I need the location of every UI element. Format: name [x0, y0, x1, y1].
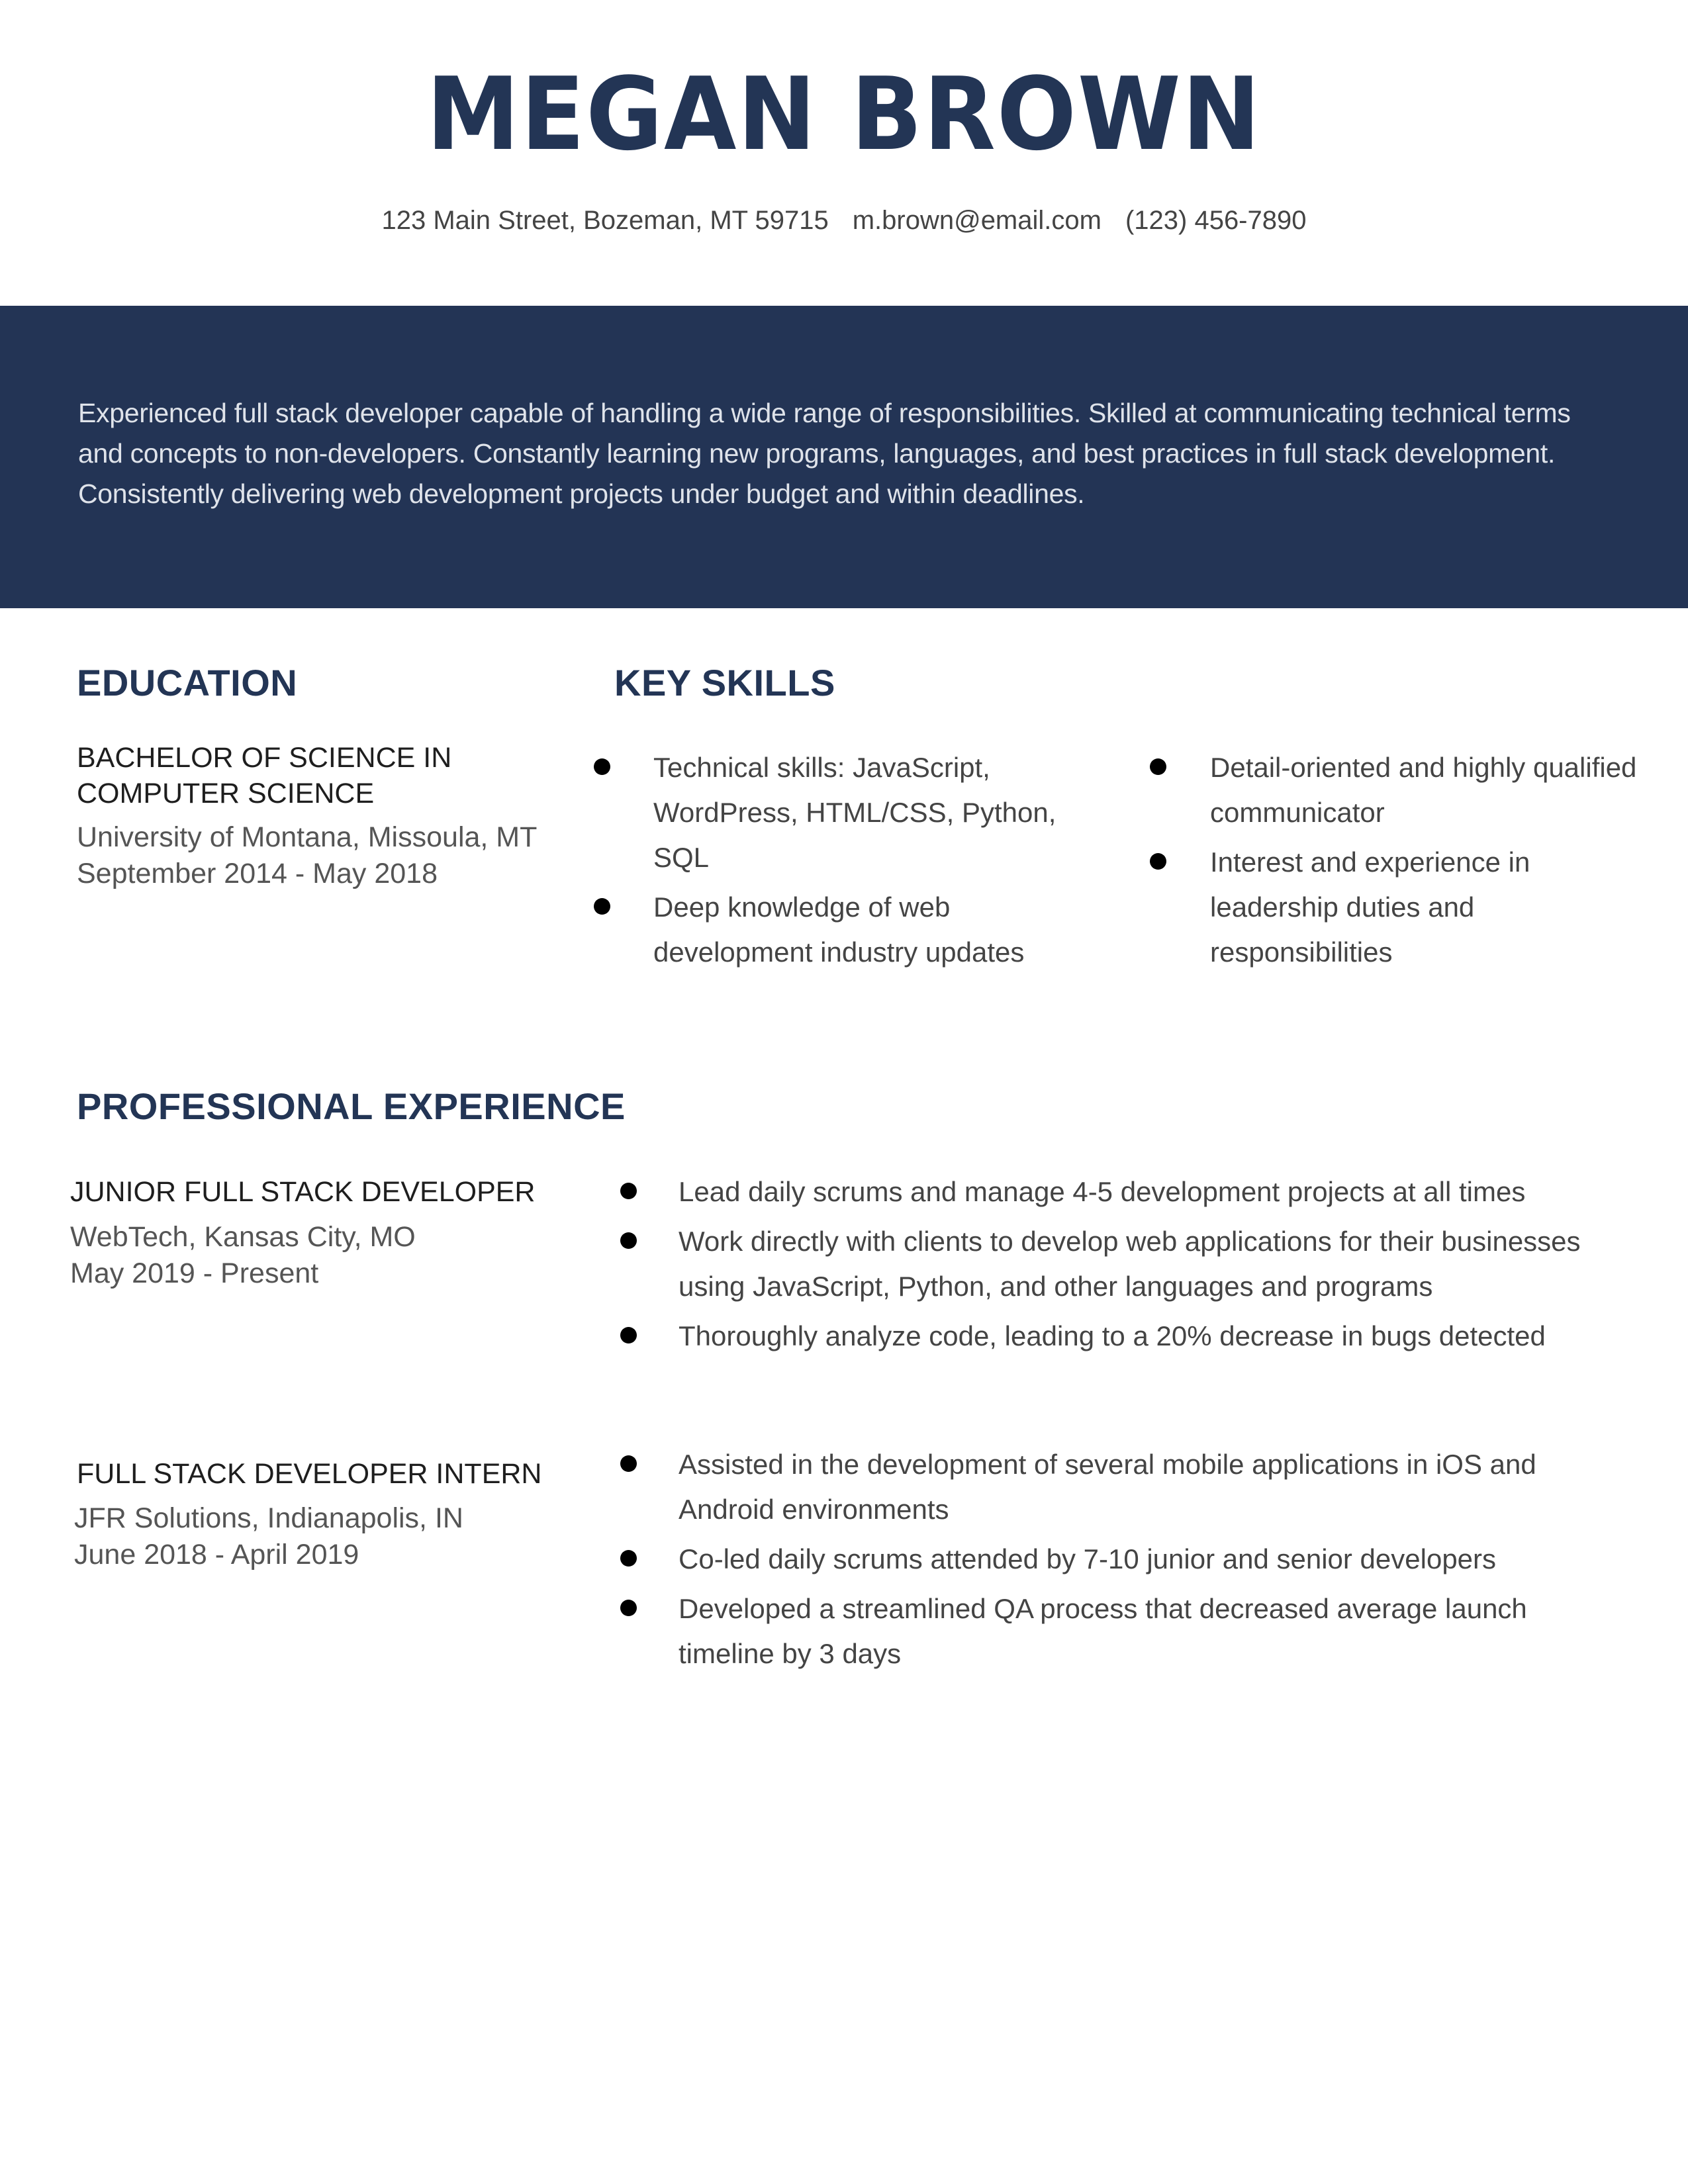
job-bullet-text: Developed a streamlined QA process that decreased average launch timeline by 3 days: [679, 1593, 1527, 1669]
contact-email[interactable]: m.brown@email.com: [852, 206, 1102, 235]
bullet-icon: [594, 898, 610, 915]
skill-item: [1210, 745, 1640, 835]
job-bullet: [679, 1219, 1618, 1309]
bullet-icon: [620, 1455, 637, 1472]
job-title: JUNIOR FULL STACK DEVELOPER: [70, 1176, 536, 1208]
job-bullet: [679, 1537, 1605, 1582]
education-dates: September 2014 - May 2018: [77, 858, 438, 889]
skills-heading: KEY SKILLS: [614, 662, 835, 704]
bullet-icon: [620, 1327, 637, 1343]
skill-text: Detail-oriented and highly qualified communicator: [1210, 752, 1637, 828]
job-bullet-text: Assisted in the development of several mobile applications in iOS and Android environments: [679, 1449, 1536, 1525]
skill-item: [1210, 840, 1640, 975]
job-bullet-text: Thoroughly analyze code, leading to a 20% decrease in bugs detected: [679, 1320, 1546, 1351]
job-bullet: [679, 1442, 1605, 1532]
education-heading: EDUCATION: [77, 662, 298, 704]
job-company: JFR Solutions, Indianapolis, IN: [74, 1502, 463, 1534]
bullet-icon: [620, 1600, 637, 1616]
bullet-icon: [620, 1183, 637, 1199]
job-bullet: [679, 1586, 1605, 1676]
job-company: WebTech, Kansas City, MO: [70, 1221, 416, 1253]
job-bullet: [679, 1169, 1618, 1214]
education-school: University of Montana, Missoula, MT: [77, 821, 538, 853]
contact-phone: (123) 456-7890: [1125, 206, 1307, 235]
job-bullet-text: Co-led daily scrums attended by 7-10 junior and senior developers: [679, 1543, 1497, 1574]
skills-list-left: [653, 745, 1077, 979]
bullet-icon: [620, 1232, 637, 1249]
skill-item: [653, 745, 1077, 880]
job-bullet-text: Work directly with clients to develop web applications for their businesses using JavaScript, Python, and other languages and programs: [679, 1226, 1581, 1302]
bullet-icon: [1150, 758, 1166, 775]
skill-text: Interest and experience in leadership duties and responsibilities: [1210, 846, 1530, 968]
job-title: FULL STACK DEVELOPER INTERN: [77, 1458, 542, 1490]
bullet-icon: [1150, 853, 1166, 870]
job-dates: June 2018 - April 2019: [74, 1539, 359, 1570]
summary-text: Experienced full stack developer capable of handling a wide range of responsibilities. Skilled at communicating technical terms and concepts to non-developers. Constantly learning new programs, languages, and best practices in full stack development. Consistently delivering web development projects under budget and within deadlines.: [78, 398, 1571, 509]
skill-text: Deep knowledge of web development industry updates: [653, 891, 1025, 968]
job-bullets: [679, 1169, 1618, 1363]
experience-heading: PROFESSIONAL EXPERIENCE: [77, 1085, 626, 1127]
job-bullets: [679, 1442, 1605, 1681]
job-dates: May 2019 - Present: [70, 1257, 319, 1289]
candidate-name: MEGAN BROWN: [426, 56, 1262, 173]
bullet-icon: [594, 758, 610, 775]
skills-list-right: [1210, 745, 1640, 979]
skill-text: Technical skills: JavaScript, WordPress, HTML/CSS, Python, SQL: [653, 752, 1056, 873]
job-bullet: [679, 1314, 1618, 1359]
contact-line: [0, 202, 1688, 239]
bullet-icon: [620, 1550, 637, 1567]
skill-item: [653, 885, 1077, 975]
contact-address: 123 Main Street, Bozeman, MT 59715: [381, 206, 829, 235]
education-degree: BACHELOR OF SCIENCE IN COMPUTER SCIENCE: [77, 742, 452, 809]
job-bullet-text: Lead daily scrums and manage 4-5 development projects at all times: [679, 1176, 1526, 1207]
